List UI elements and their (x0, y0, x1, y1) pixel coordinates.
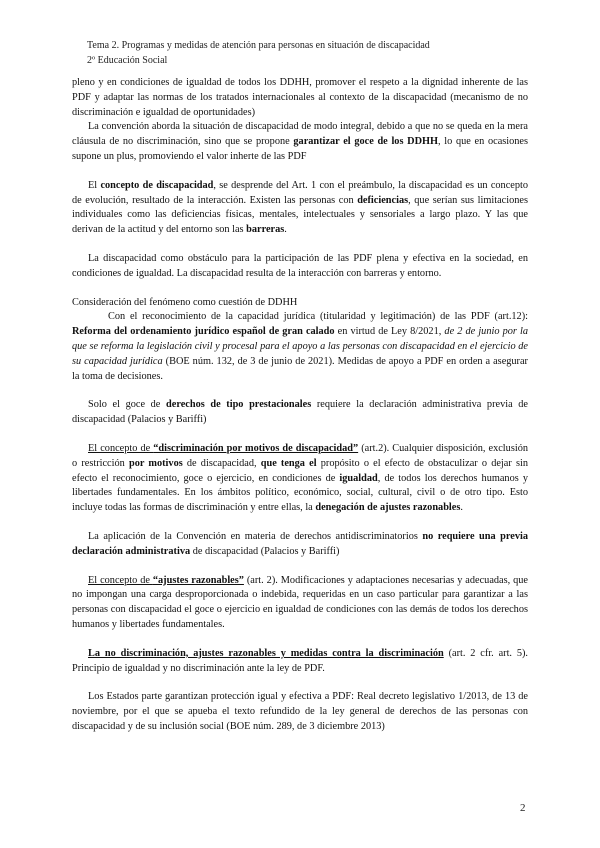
page-number: 2 (520, 802, 526, 814)
paragraph-prestacionales: Solo el goce de derechos de tipo prestacionales requiere la declaración administrativa previa de discapacidad (Palacios y Bariffi) (72, 399, 529, 426)
paragraph-1: pleno y en condiciones de igualdad de todos los DDHH, promover el respeto a la dignidad inherente de las PDF y adaptar las normas de los tratados internacionales al contexto de la discapacidad (mecanismo de no discriminación e igualdad de oportunidades) (72, 77, 528, 118)
header-course-title: Tema 2. Programas y medidas de atención para personas en situación de discapacidad (87, 40, 430, 51)
paragraph-estados-parte: Los Estados parte garantizan protección igual y efectiva a PDF: Real decreto legislativo 1/2013, de 13 de noviembre, por el que se apueba el texto refundido de la ley general de derechos de las personas con discapacidad y de su inclusión social (BOE núm. 289, de 3 diciembre 2013) (72, 691, 528, 732)
paragraph-2: La convención aborda la situación de discapacidad de modo integral, debido a que no se queda en la mera cláusula de no discriminación, sino que se propone garantizar el goce de los DDHH, lo que en ocasiones supone un plus, promoviendo el valor inherte de las PDF (72, 121, 529, 162)
paragraph-discriminacion: El concepto de “discriminación por motivos de discapacidad” (art.2). Cualquier disposición, exclusión o restricción por motivos de discapacidad, que tenga el propósito o el efecto de obstaculizar o dejar sin efecto el reconocimiento, goce o ejercicio, en condiciones de igualdad, de todos los derechos humanos y libertades fundamentales. En los ámbitos político, económico, social, cultural, civil o de otro tipo. Esto incluye todas las formas de discriminación y entre ellas, la denegación de ajustes razonables. (72, 442, 528, 514)
paragraph-no-discriminacion: La no discriminación, ajustes razonables y medidas contra la discriminación (art. 2 cfr. art. 5). Principio de igualdad y no discriminación ante la ley de PDF. (72, 647, 528, 674)
header-course-year: 2º Educación Social (87, 55, 168, 66)
paragraph-capacidad-juridica: Con el reconocimiento de la capacidad jurídica (titularidad y legitimación) de las PDF (art.12): Reforma del ordenamiento jurídico español de gran calado en virtud de Ley 8/2021, de 2 de junio por la que se reforma la legislación civil y procesal para el apoyo a las personas con discapacidad en el ejercicio de su capacidad jurídica (BOE núm. 132, de 3 de junio de 2021). Medidas de apoyo a PDF en orden a asegurar la toma de decisiones. (72, 311, 529, 382)
page-header (87, 38, 430, 68)
paragraph-ddhh-heading: Consideración del fenómeno como cuestión de DDHH (72, 296, 298, 308)
document-body (72, 76, 528, 735)
paragraph-antidiscriminatorios: La aplicación de la Convención en materia de derechos antidiscriminatorios no requiere una previa declaración administrativa de discapacidad (Palacios y Bariffi) (72, 530, 528, 557)
paragraph-concepto-discapacidad: El concepto de discapacidad, se desprende del Art. 1 con el preámbulo, la discapacidad es un concepto de evolución, resultado de la interacción. Existen las personas con deficiencias, que serían sus limitaciones individuales como las deficiencias físicas, mentales, intelectuales y sensoriales a largo plazo. Y las que derivan de la actitud y del entorno son las barreras. (72, 179, 528, 236)
paragraph-obstaculo: La discapacidad como obstáculo para la participación de las PDF plena y efectiva en la sociedad, en condiciones de igualdad. La discapacidad resulta de la interacción con barreras y entorno. (72, 252, 528, 279)
paragraph-ajustes-razonables: El concepto de “ajustes razonables” (art. 2). Modificaciones y adaptaciones necesarias y adecuadas, que no impongan una carga desproporcionada o indebida, requeridas en un caso particular para garantizar a las personas con discapacidad el goce o ejercicio en igualdad de condiciones con las demás de todos los derechos humanos y libertades fundamentales. (72, 574, 528, 630)
